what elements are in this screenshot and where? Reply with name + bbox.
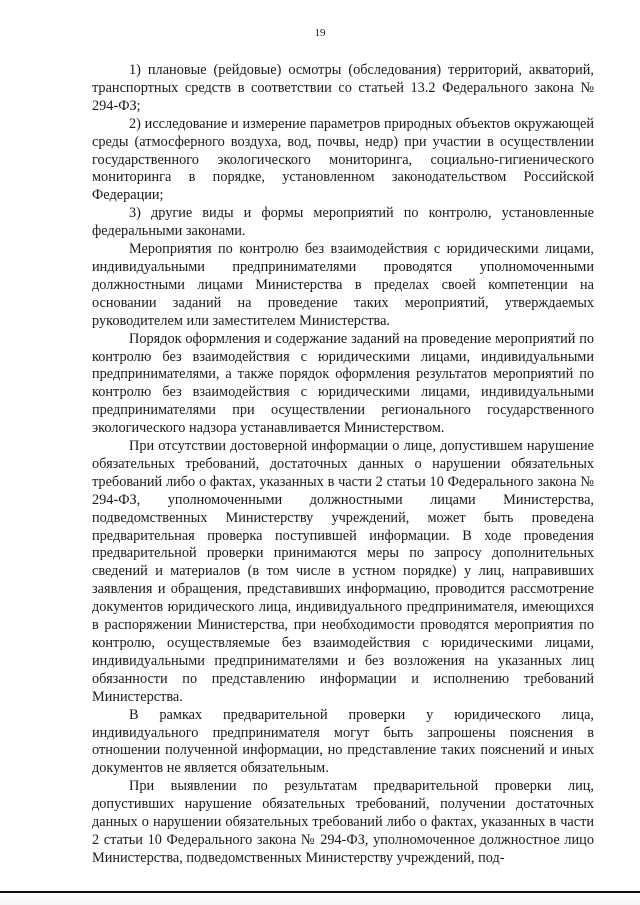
page-number: 19 (314, 27, 326, 39)
paragraph-item-2: 2) исследование и измерение параметров природных объектов окружающей среды (атмосферного воздуха, вод, почвы, недр) при участии в осуществлении государственного экологического мониторинга, социально-гигиенического мониторинга в порядке, установленном законодательством Российской Федерации; (92, 115, 594, 204)
paragraph-item-1: 1) плановые (рейдовые) осмотры (обследования) территорий, акваторий, транспортных средств в соответствии со статьей 13.2 Федерального закона № 294-ФЗ; (92, 62, 594, 114)
document-body (92, 62, 594, 868)
paragraph-explanations: В рамках предварительной проверки у юридического лица, индивидуального предпринимателя могут быть запрошены пояснения в отношении полученной информации, но представление таких пояснений и иных документов не является обязательным. (92, 706, 594, 777)
scan-edge-shadow (0, 893, 640, 905)
paragraph-control-measures: Мероприятия по контролю без взаимодействия с юридическими лицами, индивидуальными предпринимателями проводятся уполномоченными должностными лицами Министерства в пределах своей компетенции на основании заданий на проведение таких мероприятий, утверждаемых руководителем или заместителем Министерства. (92, 241, 594, 329)
paragraph-violation-results: При выявлении по результатам предварительной проверки лиц, допустивших нарушение обязательных требований, получении достаточных данных о нарушении обязательных требований либо о фактах, указанных в части 2 статьи 10 Федерального закона № 294-ФЗ, уполномоченное должностное лицо Министерства, подведомственных Министерству учреждений, под- (92, 778, 594, 866)
paragraph-preliminary-check: При отсутствии достоверной информации о лице, допустившем нарушение обязательных требований, достаточных данных о нарушении обязательных требований либо о фактах, указанных в части 2 статьи 10 Федерального закона № 294-ФЗ, уполномоченными должностными лицами Министерства, подведомственных Министерству учреждений, может быть проведена предварительная проверка поступившей информации. В ходе проведения предварительной проверки принимаются меры по запросу дополнительных сведений и материалов (в том числе в устном порядке) у лиц, направивших заявления и обращения, представивших информацию, проводится рассмотрение документов юридического лица, индивидуального предпринимателя, имеющихся в распоряжении Министерства, при необходимости проводятся мероприятия по контролю, осуществляемые без взаимодействия с юридическими лицами, индивидуальными предпринимателями и без возложения на указанных лиц обязанности по представлению информации и исполнению требований Министерства. (92, 438, 594, 705)
paragraph-item-3: 3) другие виды и формы мероприятий по контролю, установленные федеральными законами. (92, 205, 594, 240)
paragraph-task-procedure: Порядок оформления и содержание заданий на проведение мероприятий по контролю без взаимодействия с юридическими лицами, индивидуальными предпринимателями, а также порядок оформления результатов мероприятий по контролю без взаимодействия с юридическими лицами, индивидуальными предпринимателями при осуществлении регионального государственного экологического надзора устанавливается Министерством. (92, 330, 594, 437)
